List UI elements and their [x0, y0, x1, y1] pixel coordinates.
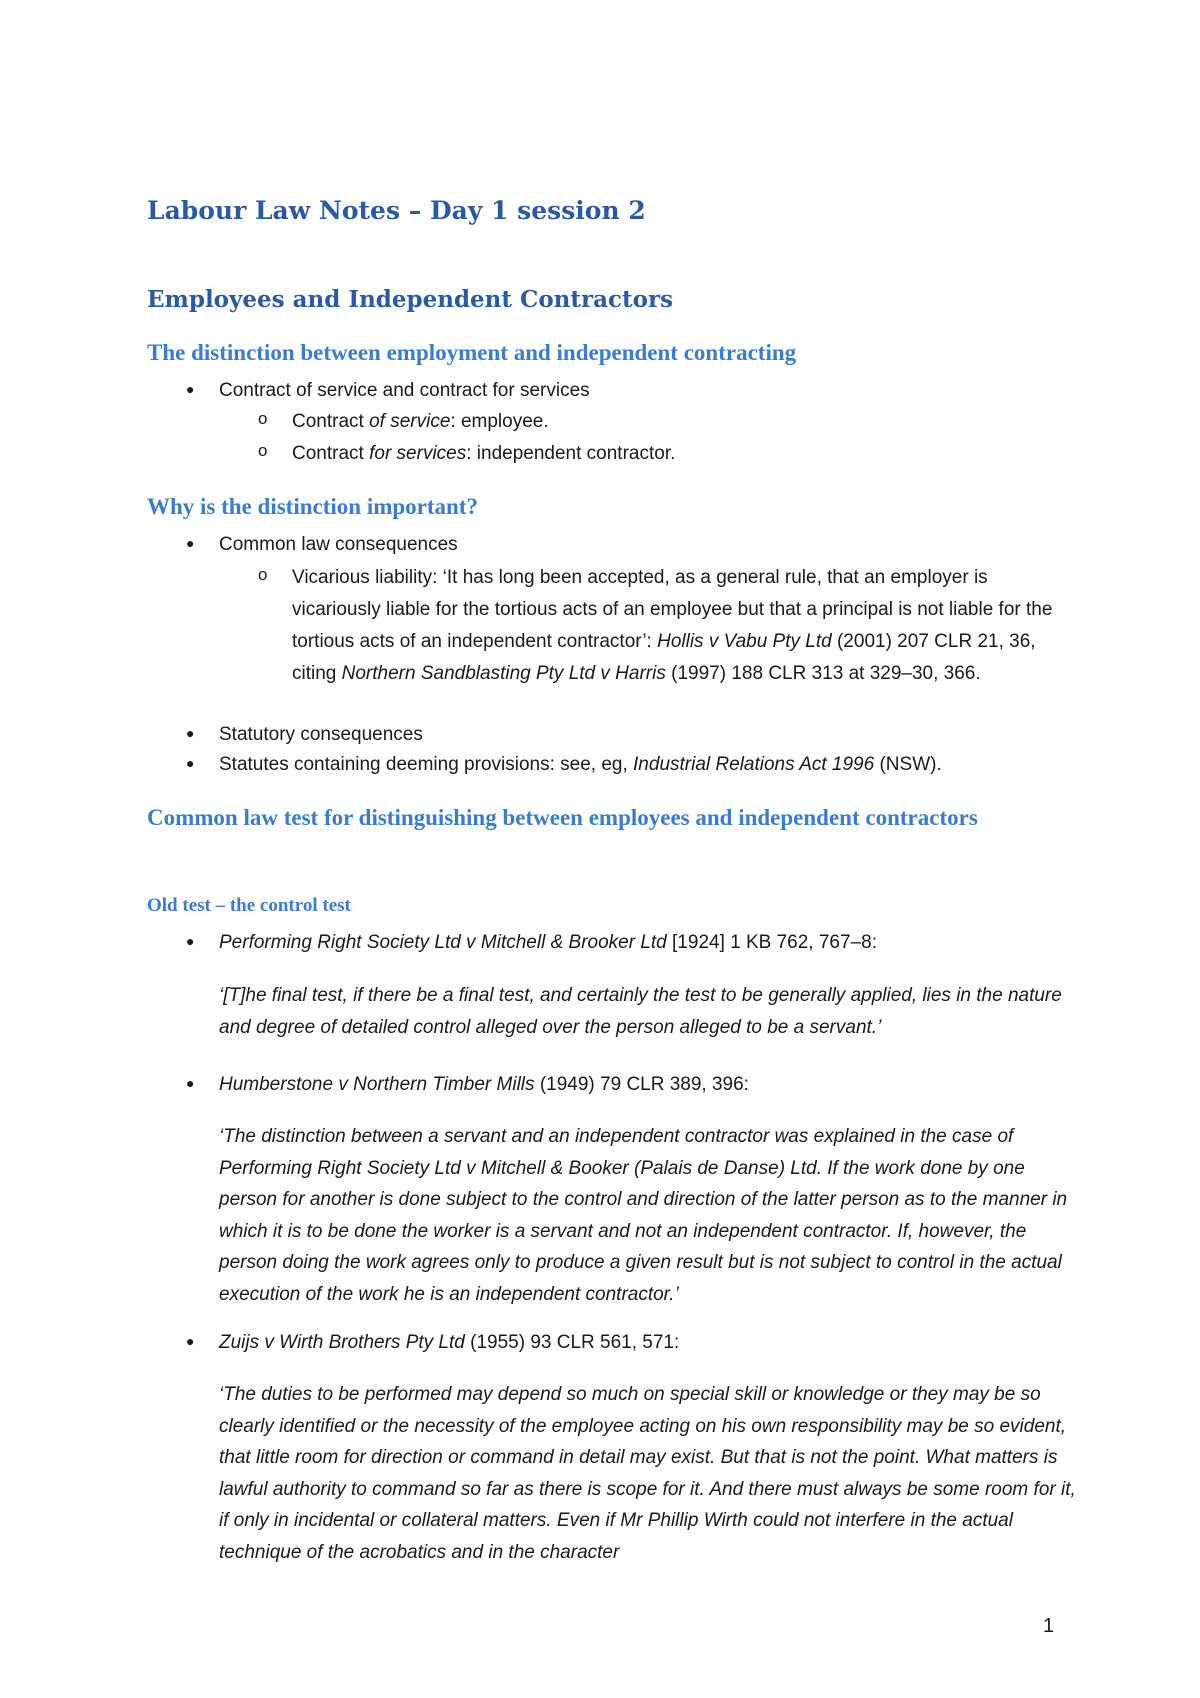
bullet-statutory: Statutory consequences — [219, 724, 423, 745]
bullet-dot: ● — [186, 381, 195, 397]
bullet-dot: ● — [186, 933, 195, 949]
bullet-dot: ● — [186, 1333, 195, 1349]
quote-performing-right: ‘[T]he final test, if there be a final test, and certainly the test to be generally applied, lies in the nature and degree of detailed control alleged over the person alleged to be a servant.’ — [219, 985, 1062, 1038]
heading-why: Why is the distinction important? — [147, 494, 478, 519]
heading-common-law-test: Common law test for distinguishing between employees and independent contractors — [147, 805, 978, 830]
bullet-dot: ● — [186, 725, 195, 741]
sub-bullet-services: Contract for services: independent contractor. — [292, 443, 676, 464]
bullet-dot: ● — [186, 755, 195, 771]
sub-bullet-o: o — [258, 441, 268, 460]
section-heading: Employees and Independent Contractors — [147, 286, 674, 313]
document-title: Labour Law Notes – Day 1 session 2 — [147, 196, 646, 225]
case-performing-right: Performing Right Society Ltd v Mitchell & Brooker Ltd [1924] 1 KB 762, 767–8: — [219, 932, 877, 953]
quote-zuijs: ‘The duties to be performed may depend so much on special skill or knowledge or they may be so clearly identified or the necessity of the employee acting on his own responsibility may be so evident, that little room for direction or command in detail may exist. But that is not the point. What matters is lawful authority to command so far as there is scope for it. And there must always be some room for it, if only in incidental or collateral matters. Even if Mr Phillip Wirth could not interfere in the actual technique of the acrobatics and in the character — [219, 1384, 1076, 1563]
bullet-common-law: Common law consequences — [219, 534, 458, 555]
case-humberstone: Humberstone v Northern Timber Mills (1949) 79 CLR 389, 396: — [219, 1074, 749, 1095]
bullet-contract: Contract of service and contract for services — [219, 380, 590, 401]
page-number: 1 — [1043, 1615, 1055, 1637]
sub-bullet-o: o — [258, 409, 268, 428]
case-zuijs: Zuijs v Wirth Brothers Pty Ltd (1955) 93 CLR 561, 571: — [219, 1332, 680, 1353]
bullet-dot: ● — [186, 535, 195, 551]
heading-distinction: The distinction between employment and independent contracting — [147, 340, 797, 365]
sub-bullet-o: o — [258, 565, 268, 584]
bullet-dot: ● — [186, 1075, 195, 1091]
bullet-deeming: Statutes containing deeming provisions: see, eg, Industrial Relations Act 1996 (NSW). — [219, 754, 942, 775]
sub-bullet-service: Contract of service: employee. — [292, 411, 549, 432]
heading-old-test: Old test – the control test — [147, 895, 351, 916]
vicarious-liability-text: Vicarious liability: ‘It has long been accepted, as a general rule, that an employer is vicariously liable for the tortious acts of an employee but that a principal is not liable for the tortious acts of an independent contractor’: Hollis v Vabu Pty Ltd (2001) 207 CLR 21, 36, citing Northern Sandblasting Pty Ltd v Harris (1997) 188 CLR 313 at 329–30, 366. — [292, 567, 1053, 684]
quote-humberstone: ‘The distinction between a servant and an independent contractor was explained in the case of Performing Right Society Ltd v Mitchell & Booker (Palais de Danse) Ltd. If the work done by one person for another is done subject to the control and direction of the latter person as to the manner in which it is to be done the worker is a servant and not an independent contractor. If, however, the person doing the work agrees only to produce a given result but is not subject to control in the actual execution of the work he is an independent contractor.’ — [219, 1126, 1068, 1305]
